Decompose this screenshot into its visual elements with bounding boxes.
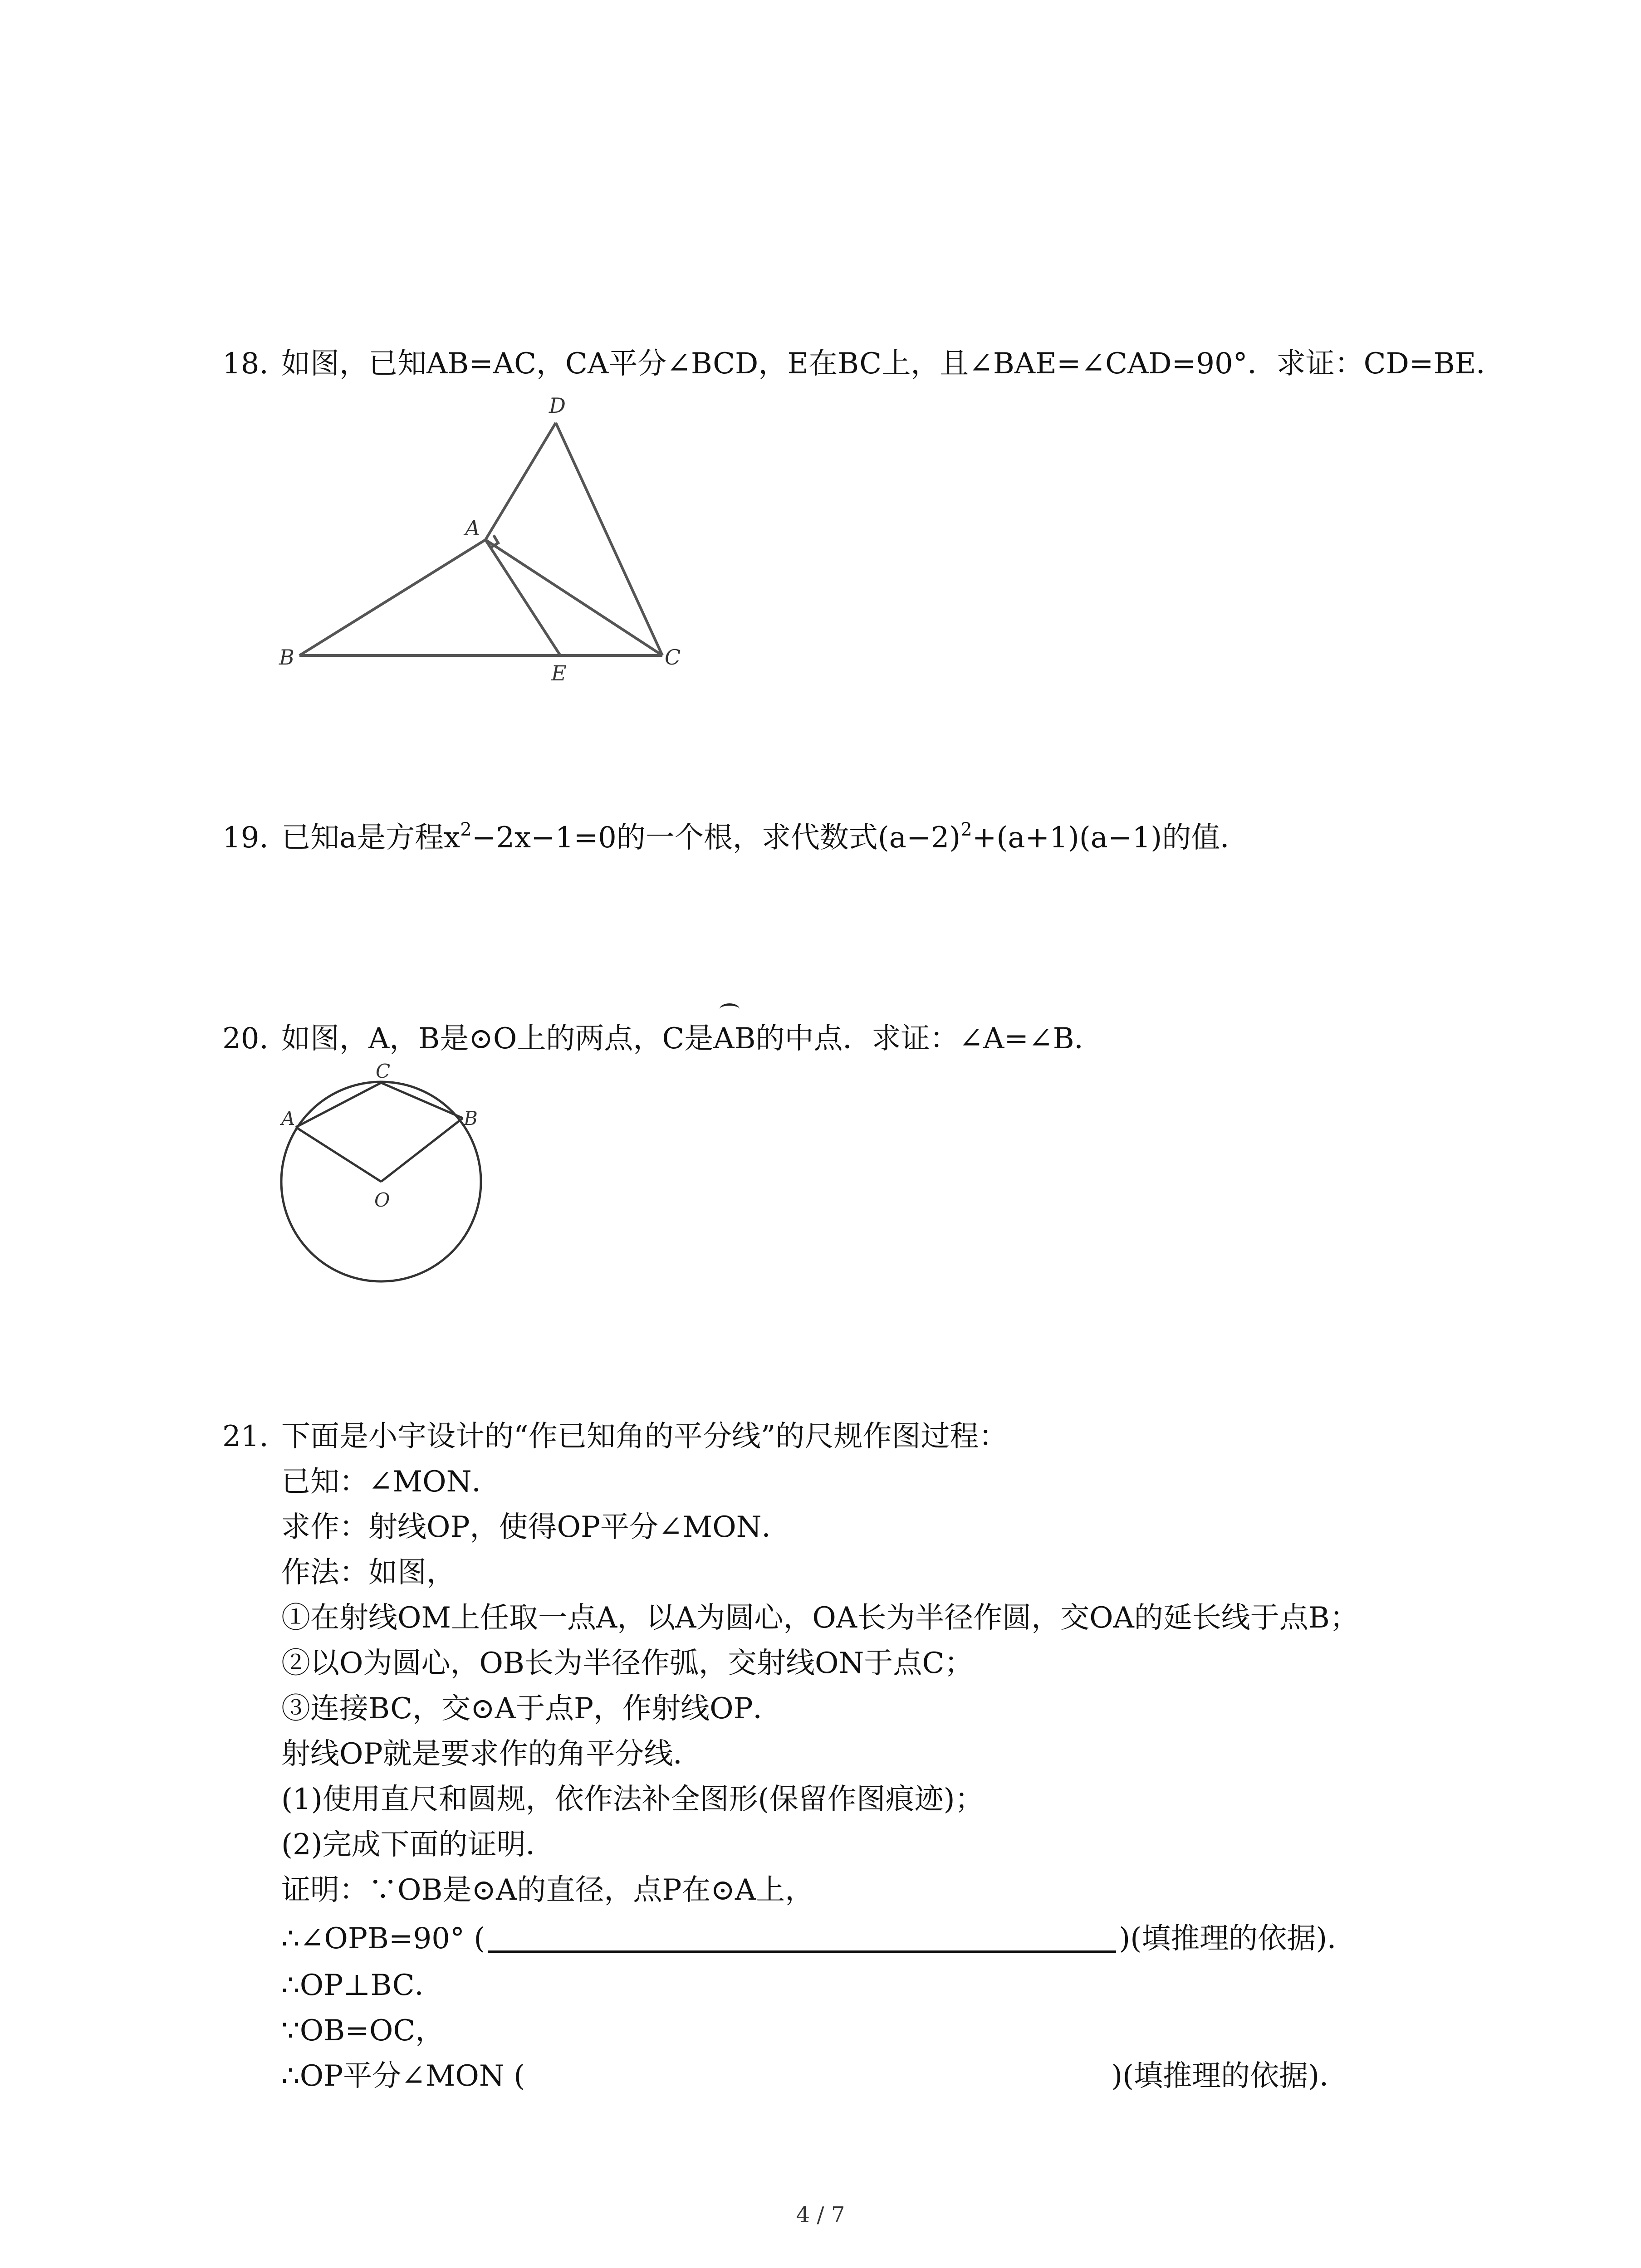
q19-text-part3: +(a+1)(a−1)的值． [972,821,1249,855]
label-C: C [665,645,681,670]
q20-number: 20. [222,1022,269,1056]
q21-step1: ①在射线OM上任取一点A，以A为圆心，OA长为半径作圆，交OA的延长线于点B； [281,1601,1359,1635]
q21-proof-l2: ∴OP⊥BC． [281,1969,444,2002]
q21-step3: ③连接BC，交⊙A于点P，作射线OP． [281,1692,782,1725]
q21-proof-l4-suffix: )(填推理的依据)． [1111,2059,1349,2093]
q21-proof-line1-content [281,1923,1356,1953]
label-A: A [281,1107,295,1129]
q20-figure [263,1052,517,1306]
segment-BA [299,540,485,655]
q21-task: 求作：射线OP，使得OP平分∠MON． [281,1510,791,1544]
q21-proof-l4-prefix: ∴OP平分∠MON ( [281,2059,525,2093]
q21-part2: (2)完成下面的证明． [281,1828,555,1862]
label-D: D [549,393,566,418]
answer-blank-1[interactable] [488,1923,1116,1953]
label-O: O [374,1189,390,1211]
label-A: A [465,516,480,540]
q20-text [281,1022,1103,1056]
q21-proof-l1-prefix: ∴∠OPB=90° ( [281,1922,485,1955]
q19-exponent-2: 2 [960,819,972,840]
q19-text [281,819,1249,855]
arc-AB: AB [713,1022,756,1056]
label-C: C [376,1060,391,1082]
q21-proof-line4-content [281,2059,1349,2093]
q21-proof-l1-suffix: )(填推理的依据)． [1119,1922,1357,1955]
q21-number: 21. [222,1420,269,1453]
q21-proof-l3: ∵OB=OC， [281,2014,445,2048]
label-B: B [464,1107,478,1129]
q19-exponent-1: 2 [460,819,472,840]
q20-text-part1: 如图，A，B是⊙O上的两点，C是 [281,1022,714,1056]
q21-step2: ②以O为圆心，OB长为半径作弧，交射线ON于点C； [281,1647,974,1680]
chord-CB [381,1083,463,1118]
q19-text-part1: 已知a是方程x [281,821,460,855]
segment-BO [381,1118,463,1182]
q21-known: 已知：∠MON． [281,1465,501,1499]
chord-AC [296,1083,381,1127]
segment-AE [485,540,560,655]
q20-text-part2: 的中点．求证：∠A=∠B． [755,1022,1103,1056]
q19-number: 19. [222,821,269,855]
segment-AO [296,1127,381,1182]
label-E: E [551,661,567,685]
segment-AD [485,423,556,540]
page-number: 4 / 7 [796,2202,845,2228]
q21-conclusion: 射线OP就是要求作的角平分线． [281,1737,702,1771]
q18-figure [254,386,753,694]
q21-part1: (1)使用直尺和圆规，依作法补全图形(保留作图痕迹)； [281,1783,984,1816]
label-B: B [279,645,294,670]
q21-method: 作法：如图， [281,1556,456,1589]
q21-intro: 下面是小宇设计的“作已知角的平分线”的尺规作图过程： [281,1420,1008,1453]
q21-proof-intro: 证明：∵OB是⊙A的直径，点P在⊙A上， [281,1873,814,1907]
answer-blank-2[interactable] [528,2063,1108,2090]
q18-text: 如图，已知AB=AC，CA平分∠BCD，E在BC上，且∠BAE=∠CAD=90°．求证：CD=BE． [281,347,1505,381]
q18-number: 18. [222,347,269,381]
q19-text-part2: −2x−1=0的一个根，求代数式(a−2) [471,821,961,855]
